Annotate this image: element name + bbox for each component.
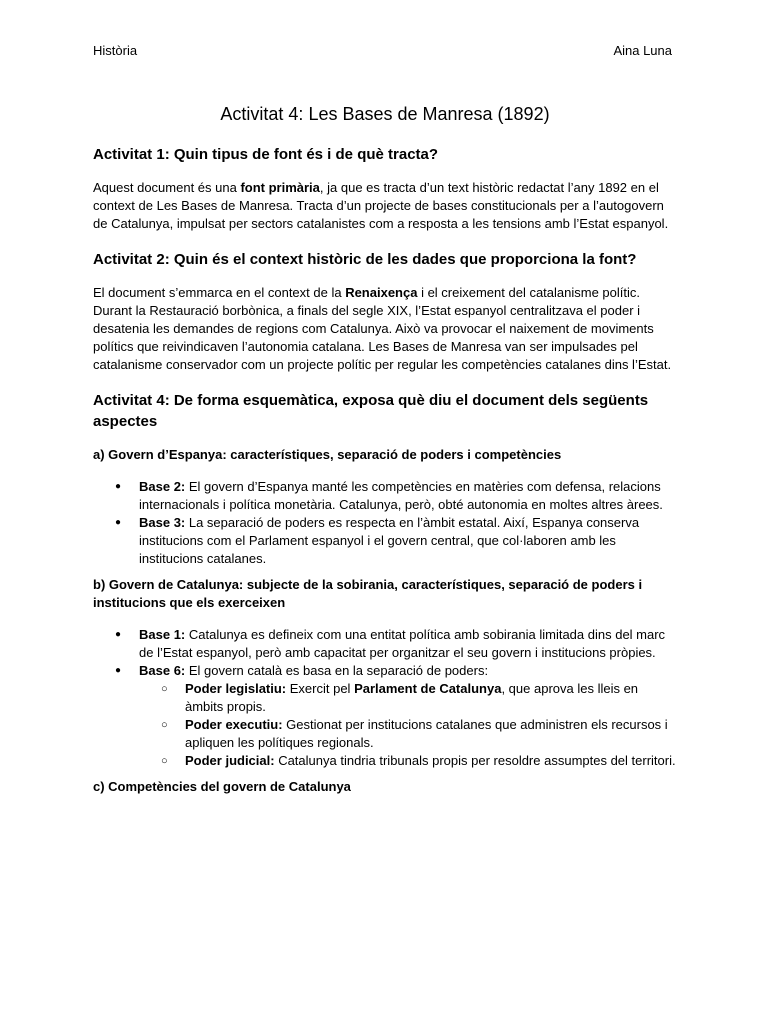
activity-1-heading: Activitat 1: Quin tipus de font és i de què tracta? xyxy=(93,146,439,163)
item-text: El govern català es basa en la separació de poders: xyxy=(185,663,489,678)
item-text: El govern d’Espanya manté les competències en matèries com defensa, relacions internacionals i política monetària. Catalunya, però, obté autonomia en moltes altres àrees. xyxy=(139,479,663,512)
section-a-list xyxy=(93,478,677,568)
item-text: Gestionat per institucions catalanes que administren els recursos i apliquen les polítiques regionals. xyxy=(185,717,668,750)
bold-term: Renaixença xyxy=(345,285,418,300)
powers-sublist xyxy=(139,680,677,770)
item-label: Poder executiu: xyxy=(185,717,283,732)
item-label: Poder legislatiu: xyxy=(185,681,287,696)
bold-term: Parlament de Catalunya xyxy=(354,681,502,696)
section-a-heading: a) Govern d’Espanya: característiques, separació de poders i competències xyxy=(93,447,562,462)
item-label: Base 6: xyxy=(139,663,186,678)
bold-term: font primària xyxy=(240,180,320,195)
item-label: Base 3: xyxy=(139,515,186,530)
activity-2-heading: Activitat 2: Quin és el context històric de les dades que proporciona la font? xyxy=(93,251,637,268)
page-header xyxy=(93,43,672,58)
text-run: , ja que es tracta d’un text històric redactat l’any 1892 en el context de Les Bases de Manresa. Tracta d’un projecte de bases constitucionals per a l’autogovern de Catalunya, impulsat per sectors catalanistes com a resposta a les tensions amb l’Estat espanyol. xyxy=(93,180,669,231)
item-label: Base 2: xyxy=(139,479,186,494)
item-text: La separació de poders es respecta en l’àmbit estatal. Així, Espanya conserva institucions com el Parlament espanyol i el govern central, que col·laboren amb les institucions catalanes. xyxy=(139,515,640,566)
list-item xyxy=(93,514,677,568)
list-item xyxy=(93,626,677,662)
item-label: Base 1: xyxy=(139,627,186,642)
section-b-heading: b) Govern de Catalunya: subjecte de la sobirania, característiques, separació de poders i institucions que els exerceixen xyxy=(93,577,643,610)
document-title: Activitat 4: Les Bases de Manresa (1892) xyxy=(220,104,550,124)
text-run: El document s’emmarca en el context de la xyxy=(93,285,346,300)
activity-4-heading: Activitat 4: De forma esquemàtica, exposa què diu el document dels següents aspectes xyxy=(93,392,649,430)
sublist-item xyxy=(139,752,677,770)
text-run: Aquest document és una xyxy=(93,180,241,195)
activity-2-paragraph xyxy=(93,284,677,374)
item-label: Poder judicial: xyxy=(185,753,275,768)
item-text: , que aprova les lleis en àmbits propis. xyxy=(185,681,639,714)
activity-1-paragraph xyxy=(93,179,677,233)
item-text: Catalunya tindria tribunals propis per resoldre assumptes del territori. xyxy=(274,753,676,768)
document-body xyxy=(93,102,677,810)
section-b-list xyxy=(93,626,677,770)
header-author: Aina Luna xyxy=(613,43,672,58)
list-item xyxy=(93,478,677,514)
sublist-item xyxy=(139,716,677,752)
item-text: Exercit pel xyxy=(286,681,355,696)
header-subject: Història xyxy=(93,43,138,58)
section-c-heading: c) Competències del govern de Catalunya xyxy=(93,779,351,794)
list-item xyxy=(93,662,677,770)
sublist-item xyxy=(139,680,677,716)
item-text: Catalunya es defineix com una entitat política amb sobirania limitada dins del marc de l’Estat espanyol, però amb capacitat per organitzar el seu govern i institucions pròpies. xyxy=(139,627,666,660)
text-run: i el creixement del catalanisme polític. Durant la Restauració borbònica, a finals del segle XIX, l’Estat espanyol centralitzava el poder i desatenia les demandes de regions com Catalunya. Això va provocar el naixement de moviments polítics que reivindicaven l’autonomia catalana. Les Bases de Manresa van ser impulsades pel catalanisme conservador com un projecte polític per regular les competències catalanes dins l’Estat. xyxy=(93,285,672,372)
